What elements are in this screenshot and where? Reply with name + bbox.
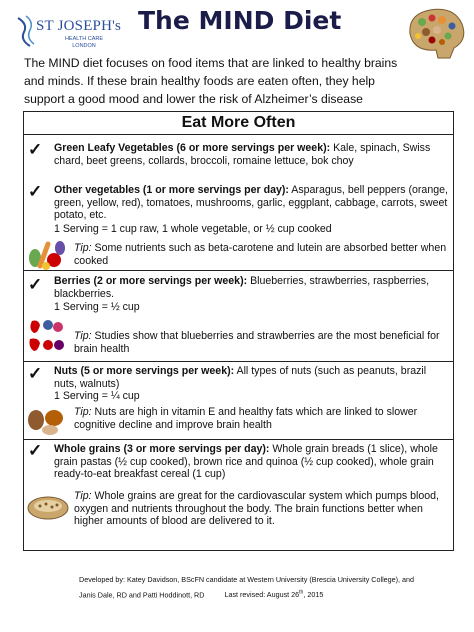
grains-icon [26, 490, 70, 522]
section-heading: Berries (2 or more servings per week): [54, 275, 248, 287]
box-heading: Eat More Often [24, 112, 453, 135]
check-icon: ✓ [28, 441, 43, 460]
footer-revised-year: , 2015 [303, 589, 324, 599]
tip-label: Tip: [74, 330, 92, 342]
tip-text [74, 406, 448, 431]
tip-label: Tip: [74, 406, 92, 418]
section-heading: Green Leafy Vegetables (6 or more servings per week): [54, 142, 331, 154]
page-title: The MIND Diet [138, 6, 342, 35]
section-berries [24, 271, 453, 362]
section-heading: Nuts (5 or more servings per week): [54, 365, 235, 377]
logo-subtitle-line-2: LONDON [72, 43, 96, 49]
footer-revised-sup: th [299, 589, 304, 596]
tip-text [74, 242, 448, 267]
section-text [54, 275, 448, 300]
tip-label: Tip: [74, 490, 92, 502]
logo-name: ST JOSEPH's [36, 18, 122, 34]
st-josephs-logo [14, 12, 126, 56]
footer-authors: Janis Dale, RD and Patti Hoddinott, RD [79, 589, 205, 599]
section-text [54, 184, 448, 222]
check-icon: ✓ [28, 140, 43, 159]
section-nuts [24, 362, 453, 440]
intro-paragraph: The MIND diet focuses on food items that are linked to healthy brains and minds. If these brain healthy foods are eaten often, they help support a good mood and lower the risk of Alzheimer’s disease [24, 56, 398, 106]
section-heading: Other vegetables (1 or more servings per day): [54, 184, 289, 196]
footer-line-2 [79, 587, 439, 602]
logo-subtitle-line-1: HEALTH CARE [64, 36, 104, 42]
tip-body: Whole grains are great for the cardiovascular system which pumps blood, oxygen and nutrients throughout the body. The brain functions better when higher amounts of blood are delivered to it. [74, 490, 439, 528]
serving-size: 1 Serving = 1 cup raw, 1 whole vegetable, or ½ cup cooked [54, 223, 332, 235]
check-icon: ✓ [28, 364, 43, 383]
section-body: Asparagus, bell peppers (orange, green, yellow, red), tomatoes, mushrooms, garlic, eggplant, cabbage, carrots, sweet potato, etc. [54, 184, 448, 222]
serving-size: 1 Serving = ½ cup [54, 301, 140, 313]
section-heading: Whole grains (3 or more servings per day): [54, 443, 270, 455]
vegetables-icon [26, 236, 66, 272]
tip-text [74, 330, 448, 355]
footer-line-1: Developed by: Katey Davidson, BScFN candidate at Western University (Brescia University College), and [79, 575, 415, 584]
check-icon: ✓ [28, 275, 43, 294]
section-body: Whole grain breads (1 slice), whole grain pastas (½ cup cooked), brown rice and quinoa (½ cup cooked), whole grain ready-to-eat breakfast cereal (1 cup) [54, 443, 438, 481]
section-text [54, 365, 448, 390]
logo-subtitle [54, 36, 114, 50]
footer-revised [224, 590, 323, 599]
berries-icon [26, 317, 66, 353]
tip-body: Studies show that blueberries and strawberries are the most beneficial for brain health [74, 330, 440, 355]
section-body: Blueberries, strawberries, raspberries, blackberries. [54, 275, 430, 300]
eat-more-often-box [23, 111, 454, 551]
serving-size: 1 Serving = ¼ cup [54, 390, 140, 402]
tip-label: Tip: [74, 242, 92, 254]
footer-revised-label: Last revised: August 26 [224, 589, 300, 599]
tip-body: Nuts are high in vitamin E and healthy fats which are linked to slower cognitive decline and improve brain health [74, 406, 418, 431]
footer [79, 574, 439, 601]
st-josephs-logo-icon [14, 14, 36, 48]
brain-food-icon [404, 6, 468, 62]
check-icon: ✓ [28, 182, 43, 201]
section-other-vegetables [24, 136, 453, 271]
section-body: All types of nuts (such as peanuts, brazil nuts, walnuts) [54, 365, 427, 390]
tip-body: Some nutrients such as beta-carotene and lutein are absorbed better when cooked [74, 242, 447, 267]
nuts-icon [26, 406, 66, 436]
section-whole-grains [24, 440, 453, 550]
section-body: Kale, spinach, Swiss chard, beet greens, collards, broccoli, romaine lettuce, bok choy [54, 142, 431, 167]
tip-text [74, 490, 448, 528]
section-text [54, 443, 448, 481]
